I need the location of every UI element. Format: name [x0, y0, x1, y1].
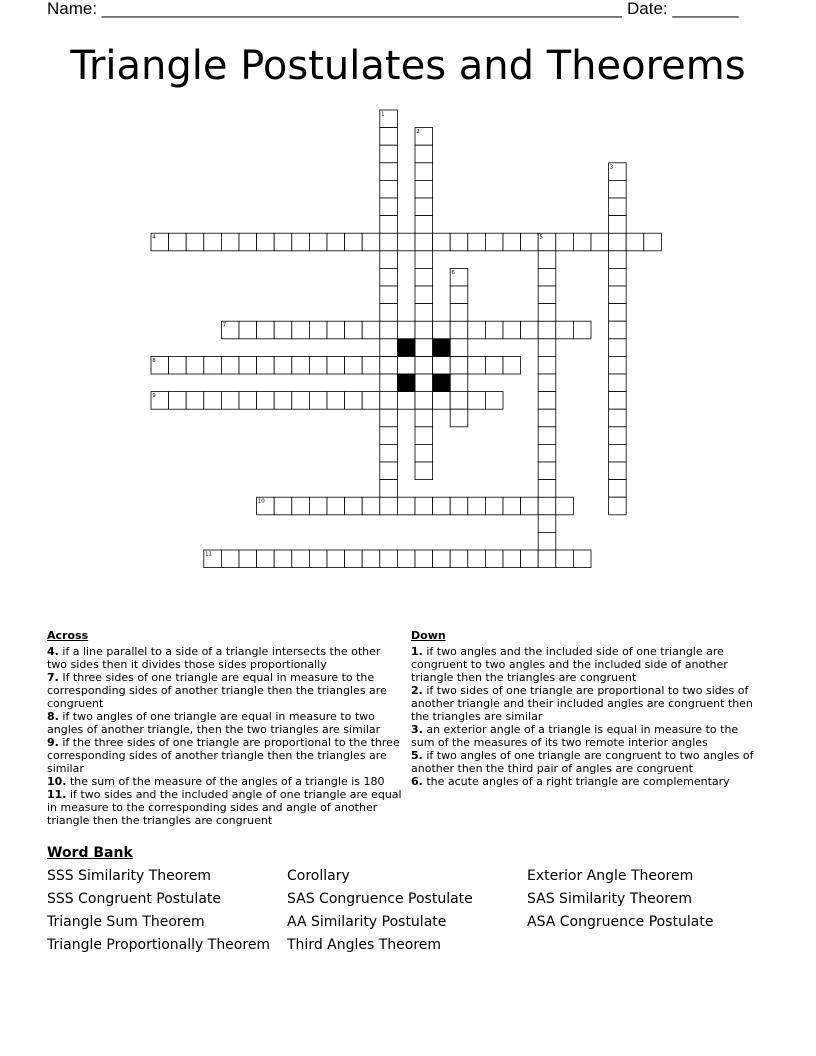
down-clue: [411, 775, 756, 788]
clue-text: if a line parallel to a side of a triangle intersects the other two sides then it divides those sides proportionally: [47, 645, 381, 671]
across-clue: [47, 788, 402, 827]
crossword-clue-number: 4: [152, 234, 156, 241]
crossword-cell[interactable]: [292, 392, 310, 410]
crossword-cell[interactable]: [274, 497, 292, 515]
crossword-cell[interactable]: [450, 409, 468, 427]
word-bank-item: SAS Similarity Theorem: [527, 891, 693, 907]
crossword-cell[interactable]: [415, 145, 433, 163]
crossword-cell[interactable]: [468, 550, 486, 568]
crossword-cell[interactable]: [204, 356, 222, 374]
crossword-cell[interactable]: [380, 462, 398, 480]
crossword-cell[interactable]: [450, 392, 468, 410]
crossword-cell[interactable]: [521, 233, 539, 251]
across-clue: [47, 775, 402, 788]
crossword-cell[interactable]: [380, 374, 398, 392]
crossword-cell[interactable]: [573, 550, 591, 568]
crossword-cell[interactable]: [468, 321, 486, 339]
crossword-cell[interactable]: [309, 392, 327, 410]
crossword-cell[interactable]: [450, 286, 468, 304]
crossword-cell[interactable]: [397, 233, 415, 251]
crossword-cell[interactable]: [274, 550, 292, 568]
crossword-cell[interactable]: [415, 409, 433, 427]
word-bank-item: SAS Congruence Postulate: [287, 891, 473, 907]
crossword-cell[interactable]: [415, 444, 433, 462]
crossword-cell[interactable]: [485, 321, 503, 339]
crossword-cell[interactable]: [239, 233, 257, 251]
crossword-cell[interactable]: [468, 497, 486, 515]
crossword-cell[interactable]: [327, 356, 345, 374]
crossword-cell[interactable]: [450, 339, 468, 357]
crossword-cell[interactable]: [309, 321, 327, 339]
crossword-cell[interactable]: [380, 251, 398, 269]
crossword-cell[interactable]: [415, 304, 433, 322]
word-bank-item: Triangle Proportionally Theorem: [47, 937, 271, 953]
crossword-cell[interactable]: [538, 462, 556, 480]
crossword-cell[interactable]: [644, 233, 662, 251]
crossword-cell[interactable]: [609, 497, 627, 515]
crossword-cell[interactable]: [609, 462, 627, 480]
crossword-clue-number: 6: [451, 269, 455, 276]
crossword-cell[interactable]: [450, 374, 468, 392]
crossword-cell[interactable]: [380, 392, 398, 410]
across-clue: [47, 736, 402, 775]
crossword-cell[interactable]: [327, 233, 345, 251]
crossword-cell[interactable]: [538, 339, 556, 357]
crossword-cell[interactable]: [415, 163, 433, 181]
crossword-cell[interactable]: [292, 550, 310, 568]
crossword-cell[interactable]: [380, 550, 398, 568]
word-bank-item: Exterior Angle Theorem: [527, 868, 694, 884]
clue-number: 11.: [47, 788, 67, 801]
crossword-cell[interactable]: [538, 268, 556, 286]
word-bank-item: ASA Congruence Postulate: [527, 914, 714, 930]
crossword-cell[interactable]: [503, 321, 521, 339]
crossword-cell[interactable]: [609, 392, 627, 410]
crossword-cell[interactable]: [556, 321, 574, 339]
date-field[interactable]: Date: _______: [627, 0, 739, 18]
crossword-cell[interactable]: [380, 128, 398, 146]
crossword-cell[interactable]: [609, 374, 627, 392]
crossword-cell[interactable]: [415, 216, 433, 234]
crossword-cell[interactable]: [380, 268, 398, 286]
crossword-cell[interactable]: [239, 392, 257, 410]
crossword-cell[interactable]: [397, 356, 415, 374]
crossword-cell[interactable]: [450, 550, 468, 568]
crossword-cell[interactable]: [309, 233, 327, 251]
crossword-cell[interactable]: [503, 550, 521, 568]
down-heading: Down: [411, 629, 446, 642]
crossword-cell[interactable]: [309, 497, 327, 515]
crossword-cell[interactable]: [556, 550, 574, 568]
crossword-cell[interactable]: [503, 233, 521, 251]
crossword-cell[interactable]: [521, 497, 539, 515]
crossword-cell[interactable]: [573, 233, 591, 251]
crossword-cell[interactable]: [345, 497, 363, 515]
clue-text: if two sides and the included angle of one triangle are equal in measure to the corresponding sides and angle of another triangle then the triangles are congruent: [47, 788, 402, 827]
crossword-cell[interactable]: [257, 392, 275, 410]
crossword-cell[interactable]: [380, 163, 398, 181]
crossword-cell[interactable]: [169, 233, 187, 251]
word-bank-item: AA Similarity Postulate: [287, 914, 447, 930]
crossword-cell[interactable]: [397, 497, 415, 515]
page-title: Triangle Postulates and Theorems: [70, 43, 746, 89]
crossword-cell[interactable]: [609, 216, 627, 234]
crossword-cell[interactable]: [221, 550, 239, 568]
clue-number: 7.: [47, 671, 59, 684]
across-clues: [47, 629, 402, 827]
crossword-cell[interactable]: [450, 304, 468, 322]
crossword-clue-number: 8: [152, 357, 156, 364]
crossword-cell[interactable]: [257, 233, 275, 251]
crossword-cell[interactable]: [186, 392, 204, 410]
crossword-cell[interactable]: [468, 356, 486, 374]
crossword-cell[interactable]: [609, 304, 627, 322]
word-bank-item: Triangle Sum Theorem: [47, 914, 205, 930]
crossword-cell[interactable]: [380, 480, 398, 498]
crossword-cell[interactable]: [204, 392, 222, 410]
crossword-cell[interactable]: [485, 392, 503, 410]
crossword-cell[interactable]: [609, 409, 627, 427]
crossword-clue-number: 5: [539, 234, 543, 241]
crossword-cell[interactable]: [292, 321, 310, 339]
crossword-cell[interactable]: [380, 444, 398, 462]
crossword-cell[interactable]: [380, 216, 398, 234]
crossword-cell[interactable]: [538, 409, 556, 427]
name-field[interactable]: Name: _______________________________________________________: [47, 0, 622, 18]
crossword-cell[interactable]: [450, 321, 468, 339]
crossword-cell[interactable]: [468, 392, 486, 410]
crossword-cell[interactable]: [221, 392, 239, 410]
crossword-cell[interactable]: [609, 480, 627, 498]
crossword-cell[interactable]: [380, 409, 398, 427]
crossword-black-cell: [397, 374, 415, 392]
crossword-cell[interactable]: [626, 233, 644, 251]
crossword-cell[interactable]: [538, 392, 556, 410]
crossword-cell[interactable]: [380, 427, 398, 445]
crossword-cell[interactable]: [415, 321, 433, 339]
crossword-cell[interactable]: [345, 356, 363, 374]
crossword-cell[interactable]: [485, 550, 503, 568]
crossword-cell[interactable]: [609, 356, 627, 374]
crossword-cell[interactable]: [415, 427, 433, 445]
clue-number: 3.: [411, 723, 423, 736]
crossword-cell[interactable]: [380, 356, 398, 374]
clue-number: 6.: [411, 775, 423, 788]
crossword-cell[interactable]: [380, 180, 398, 198]
word-bank-item: Third Angles Theorem: [287, 937, 442, 953]
crossword-cell[interactable]: [450, 356, 468, 374]
crossword-cell[interactable]: [450, 233, 468, 251]
crossword-cell[interactable]: [521, 321, 539, 339]
crossword-cell[interactable]: [415, 392, 433, 410]
crossword-cell[interactable]: [274, 392, 292, 410]
crossword-cell[interactable]: [433, 497, 451, 515]
clue-text: if two angles of one triangle are congruent to two angles of another then the third pair of angles are congruent: [411, 749, 754, 775]
crossword-cell[interactable]: [345, 550, 363, 568]
crossword-cell[interactable]: [538, 321, 556, 339]
crossword-clue-number: 3: [609, 164, 614, 171]
clue-text: If three sides of one triangle are equal in measure to the corresponding sides of another triangle then the triangles are congruent: [47, 671, 387, 710]
crossword-cell[interactable]: [257, 356, 275, 374]
crossword-cell[interactable]: [362, 321, 380, 339]
crossword-cell[interactable]: [556, 497, 574, 515]
crossword-cell[interactable]: [345, 233, 363, 251]
crossword-cell[interactable]: [538, 480, 556, 498]
crossword-cell[interactable]: [415, 339, 433, 357]
crossword-clue-number: 11: [205, 551, 212, 558]
crossword-cell[interactable]: [239, 321, 257, 339]
crossword-cell[interactable]: [538, 251, 556, 269]
crossword-cell[interactable]: [362, 233, 380, 251]
across-clue: [47, 645, 402, 671]
down-clue: [411, 723, 756, 749]
crossword-cell[interactable]: [221, 356, 239, 374]
crossword-cell[interactable]: [415, 268, 433, 286]
clue-number: 2.: [411, 684, 423, 697]
crossword-cell[interactable]: [538, 444, 556, 462]
crossword-cell[interactable]: [274, 356, 292, 374]
crossword-cell[interactable]: [609, 339, 627, 357]
crossword-cell[interactable]: [415, 233, 433, 251]
crossword-cell[interactable]: [485, 233, 503, 251]
crossword-cell[interactable]: [538, 286, 556, 304]
down-clue: [411, 749, 756, 775]
crossword-cell[interactable]: [327, 392, 345, 410]
crossword-cell[interactable]: [309, 550, 327, 568]
word-bank-item: Corollary: [287, 868, 350, 884]
clue-number: 10.: [47, 775, 67, 788]
crossword-clue-number: 1: [381, 111, 385, 118]
crossword-cell[interactable]: [309, 356, 327, 374]
crossword-cell[interactable]: [221, 233, 239, 251]
clue-text: if the three sides of one triangle are proportional to the three corresponding sides of another triangle then the triangles are similar: [47, 736, 400, 775]
crossword-cell[interactable]: [327, 321, 345, 339]
crossword-cell[interactable]: [450, 497, 468, 515]
crossword-cell[interactable]: [239, 356, 257, 374]
crossword-cell[interactable]: [556, 233, 574, 251]
crossword-cell[interactable]: [327, 497, 345, 515]
crossword-cell[interactable]: [274, 321, 292, 339]
crossword-cell[interactable]: [538, 427, 556, 445]
crossword-black-cell: [397, 339, 415, 357]
crossword-cell[interactable]: [433, 356, 451, 374]
crossword-cell[interactable]: [415, 550, 433, 568]
crossword-cell[interactable]: [433, 321, 451, 339]
clue-text: the sum of the measure of the angles of a triangle is 180: [66, 775, 385, 788]
crossword-cell[interactable]: [609, 427, 627, 445]
crossword-clue-number: 2: [416, 129, 420, 136]
word-bank-item: SSS Congruent Postulate: [47, 891, 222, 907]
crossword-cell[interactable]: [362, 356, 380, 374]
crossword-cell[interactable]: [609, 233, 627, 251]
crossword-cell[interactable]: [521, 550, 539, 568]
crossword-black-cell: [433, 339, 451, 357]
crossword-cell[interactable]: [609, 251, 627, 269]
clue-number: 1.: [411, 645, 423, 658]
clue-number: 8.: [47, 710, 59, 723]
crossword-cell[interactable]: [292, 497, 310, 515]
crossword-cell[interactable]: [345, 392, 363, 410]
across-clue: [47, 671, 402, 710]
crossword-cell[interactable]: [397, 392, 415, 410]
across-clue: [47, 710, 402, 736]
crossword-cell[interactable]: [609, 268, 627, 286]
crossword-cell[interactable]: [538, 374, 556, 392]
crossword-cell[interactable]: [609, 286, 627, 304]
crossword-cell[interactable]: [415, 497, 433, 515]
crossword-cell[interactable]: [169, 392, 187, 410]
clue-text: an exterior angle of a triangle is equal in measure to the sum of the measures of its two remote interior angles: [411, 723, 739, 749]
crossword-cell[interactable]: [573, 321, 591, 339]
crossword-cell[interactable]: [380, 304, 398, 322]
crossword-cell[interactable]: [239, 550, 257, 568]
crossword-cell[interactable]: [591, 233, 609, 251]
word-bank: [47, 867, 767, 954]
crossword-cell[interactable]: [609, 444, 627, 462]
crossword-cell[interactable]: [362, 497, 380, 515]
crossword-cell[interactable]: [380, 233, 398, 251]
crossword-cell[interactable]: [433, 392, 451, 410]
crossword-cell[interactable]: [485, 356, 503, 374]
crossword-cell[interactable]: [186, 356, 204, 374]
clue-text: if two angles and the included side of one triangle are congruent to two angles and the included side of another triangle then the triangles are congruent: [411, 645, 728, 684]
crossword-cell[interactable]: [538, 304, 556, 322]
crossword-cell[interactable]: [327, 550, 345, 568]
crossword-cell[interactable]: [609, 198, 627, 216]
crossword-clue-number: 7: [222, 322, 227, 329]
crossword-cell[interactable]: [380, 145, 398, 163]
crossword-cell[interactable]: [415, 462, 433, 480]
crossword-cell[interactable]: [485, 497, 503, 515]
crossword-cell[interactable]: [274, 233, 292, 251]
clue-number: 5.: [411, 749, 423, 762]
crossword-clue-number: 10: [257, 498, 265, 505]
crossword-cell[interactable]: [204, 233, 222, 251]
crossword-clue-number: 9: [152, 393, 156, 400]
crossword-cell[interactable]: [503, 497, 521, 515]
crossword-cell[interactable]: [397, 550, 415, 568]
word-bank-heading: Word Bank: [47, 845, 133, 861]
across-heading: Across: [47, 629, 89, 642]
word-bank-item: SSS Similarity Theorem: [47, 868, 212, 884]
down-clue: [411, 645, 756, 684]
crossword-cell[interactable]: [538, 532, 556, 550]
crossword-cell[interactable]: [415, 198, 433, 216]
crossword-cell[interactable]: [257, 550, 275, 568]
clue-number: 4.: [47, 645, 59, 658]
down-clue: [411, 684, 756, 723]
clue-number: 9.: [47, 736, 59, 749]
crossword-cell[interactable]: [538, 515, 556, 533]
clue-text: if two sides of one triangle are proportional to two sides of another triangle and their included angles are congruent then the triangles are similar: [411, 684, 753, 723]
crossword-cell[interactable]: [503, 356, 521, 374]
crossword-cell[interactable]: [538, 550, 556, 568]
crossword-cell[interactable]: [362, 550, 380, 568]
crossword-cell[interactable]: [380, 286, 398, 304]
clue-text: if two angles of one triangle are equal in measure to two angles of another triangle, then the two triangles are similar: [47, 710, 381, 736]
crossword-cell[interactable]: [433, 233, 451, 251]
crossword-cell[interactable]: [292, 356, 310, 374]
crossword-cell[interactable]: [257, 321, 275, 339]
crossword-cell[interactable]: [415, 356, 433, 374]
crossword-cell[interactable]: [186, 233, 204, 251]
crossword-cell[interactable]: [380, 198, 398, 216]
crossword-cell[interactable]: [380, 321, 398, 339]
crossword-cell[interactable]: [397, 321, 415, 339]
crossword-cell[interactable]: [415, 180, 433, 198]
crossword-cell[interactable]: [433, 550, 451, 568]
crossword-cell[interactable]: [415, 374, 433, 392]
crossword-cell[interactable]: [380, 497, 398, 515]
crossword-cell[interactable]: [468, 233, 486, 251]
clue-text: the acute angles of a right triangle are complementary: [422, 775, 730, 788]
crossword-cell[interactable]: [609, 321, 627, 339]
crossword-cell[interactable]: [380, 339, 398, 357]
crossword-cell[interactable]: [362, 392, 380, 410]
crossword-cell[interactable]: [538, 356, 556, 374]
crossword-black-cell: [433, 374, 451, 392]
crossword-cell[interactable]: [169, 356, 187, 374]
crossword-cell[interactable]: [538, 497, 556, 515]
down-clues: [411, 629, 756, 788]
crossword-cell[interactable]: [292, 233, 310, 251]
crossword-cell[interactable]: [345, 321, 363, 339]
crossword-cell[interactable]: [415, 286, 433, 304]
crossword-cell[interactable]: [415, 251, 433, 269]
crossword-cell[interactable]: [609, 180, 627, 198]
